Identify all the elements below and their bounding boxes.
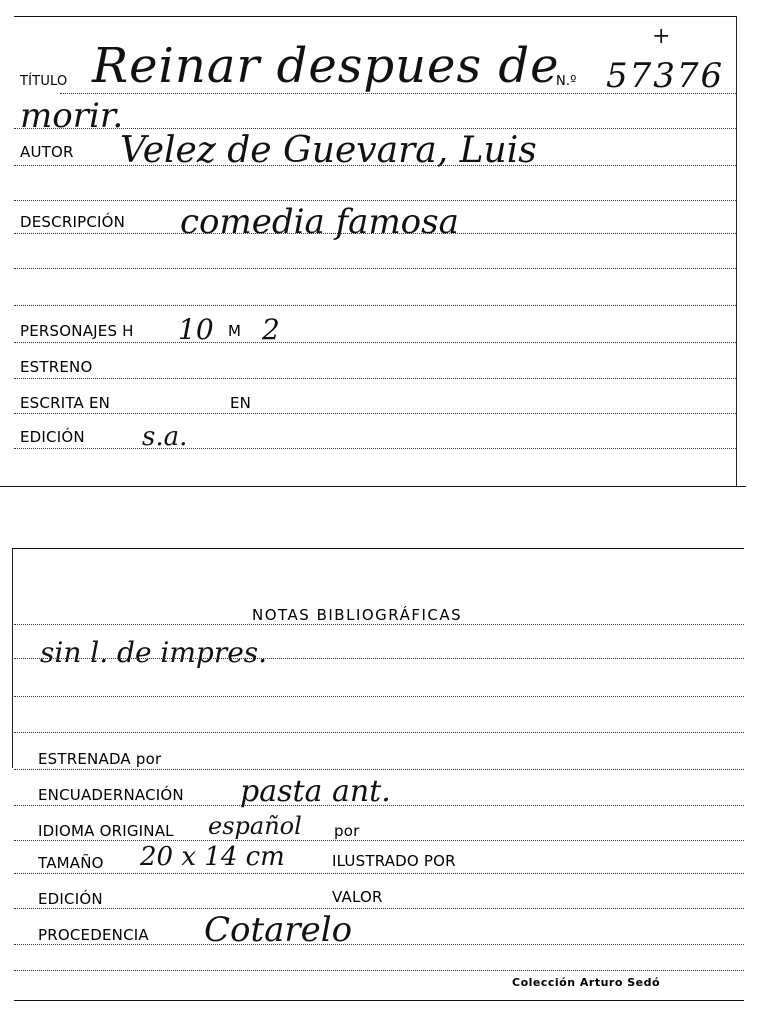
notas-line-3 bbox=[14, 732, 744, 733]
edicion-line-2 bbox=[14, 908, 744, 909]
card-right-edge bbox=[736, 16, 737, 486]
edicion-value: s.a. bbox=[142, 422, 188, 452]
tamano-value: 20 x 14 cm bbox=[140, 842, 285, 872]
idioma-label: IDIOMA ORIGINAL bbox=[38, 822, 174, 840]
estreno-label: ESTRENO bbox=[20, 358, 93, 376]
bottom-line bbox=[14, 970, 744, 971]
descripcion-value: comedia famosa bbox=[180, 202, 459, 242]
valor-label: VALOR bbox=[332, 888, 383, 906]
numero-value: 57376 bbox=[606, 56, 725, 96]
titulo-line-2 bbox=[14, 128, 736, 129]
card-left-edge bbox=[12, 548, 13, 768]
notas-heading: NOTAS BIBLIOGRÁFICAS bbox=[252, 606, 463, 624]
descripcion-line bbox=[14, 233, 736, 234]
notas-line-2 bbox=[14, 696, 744, 697]
idioma-value: español bbox=[208, 812, 302, 840]
personajes-line bbox=[14, 342, 736, 343]
notas-line-1 bbox=[14, 658, 744, 659]
escrita-line bbox=[14, 413, 736, 414]
escrita-en-label: ESCRITA EN bbox=[20, 394, 111, 412]
blank-line-2 bbox=[14, 268, 736, 269]
autor-line bbox=[14, 165, 736, 166]
blank-line-1 bbox=[14, 200, 736, 201]
personajes-label: PERSONAJES H bbox=[20, 322, 134, 340]
coleccion-stamp: Colección Arturo Sedó bbox=[512, 976, 661, 989]
procedencia-value: Cotarelo bbox=[204, 910, 353, 950]
numero-label: N.º bbox=[556, 74, 577, 89]
card-bottom-edge bbox=[14, 1000, 744, 1001]
estrenada-por-label: ESTRENADA por bbox=[38, 750, 162, 768]
personajes-h-value: 10 bbox=[178, 313, 214, 346]
por-label: por bbox=[334, 822, 360, 840]
titulo-label: TÍTULO bbox=[20, 74, 68, 89]
numero-mark: + bbox=[652, 24, 671, 49]
estrenada-line bbox=[14, 769, 744, 770]
edicion-label-2: EDICIÓN bbox=[38, 890, 103, 908]
idioma-line bbox=[14, 840, 744, 841]
card-top-edge bbox=[14, 16, 736, 17]
encuadernacion-value: pasta ant. bbox=[240, 774, 391, 809]
en-label: EN bbox=[230, 394, 252, 412]
descripcion-label: DESCRIPCIÓN bbox=[20, 213, 126, 231]
procedencia-label: PROCEDENCIA bbox=[38, 926, 149, 944]
tamano-line bbox=[14, 873, 744, 874]
edicion-label: EDICIÓN bbox=[20, 428, 85, 446]
titulo-value: Reinar despues de bbox=[92, 38, 560, 94]
procedencia-line bbox=[14, 944, 744, 945]
edicion-line bbox=[14, 448, 736, 449]
card-bottom-edge bbox=[0, 486, 746, 487]
encuadernacion-line bbox=[14, 805, 744, 806]
estreno-line bbox=[14, 378, 736, 379]
titulo-continuation: morir. bbox=[20, 96, 124, 136]
notas-heading-line bbox=[14, 624, 744, 625]
autor-value: Velez de Guevara, Luis bbox=[120, 130, 537, 171]
personajes-m-label: M bbox=[228, 322, 242, 340]
personajes-m-value: 2 bbox=[262, 313, 280, 346]
autor-label: AUTOR bbox=[20, 143, 74, 161]
blank-line-3 bbox=[14, 305, 736, 306]
notas-value: sin l. de impres. bbox=[40, 636, 268, 669]
catalog-card-top bbox=[0, 0, 759, 500]
catalog-card-bottom bbox=[0, 540, 759, 1010]
card-top-edge bbox=[12, 548, 744, 549]
encuadernacion-label: ENCUADERNACIÓN bbox=[38, 786, 184, 804]
tamano-label: TAMAÑO bbox=[38, 854, 104, 872]
titulo-line bbox=[60, 93, 736, 94]
ilustrado-label: ILUSTRADO POR bbox=[332, 852, 456, 870]
